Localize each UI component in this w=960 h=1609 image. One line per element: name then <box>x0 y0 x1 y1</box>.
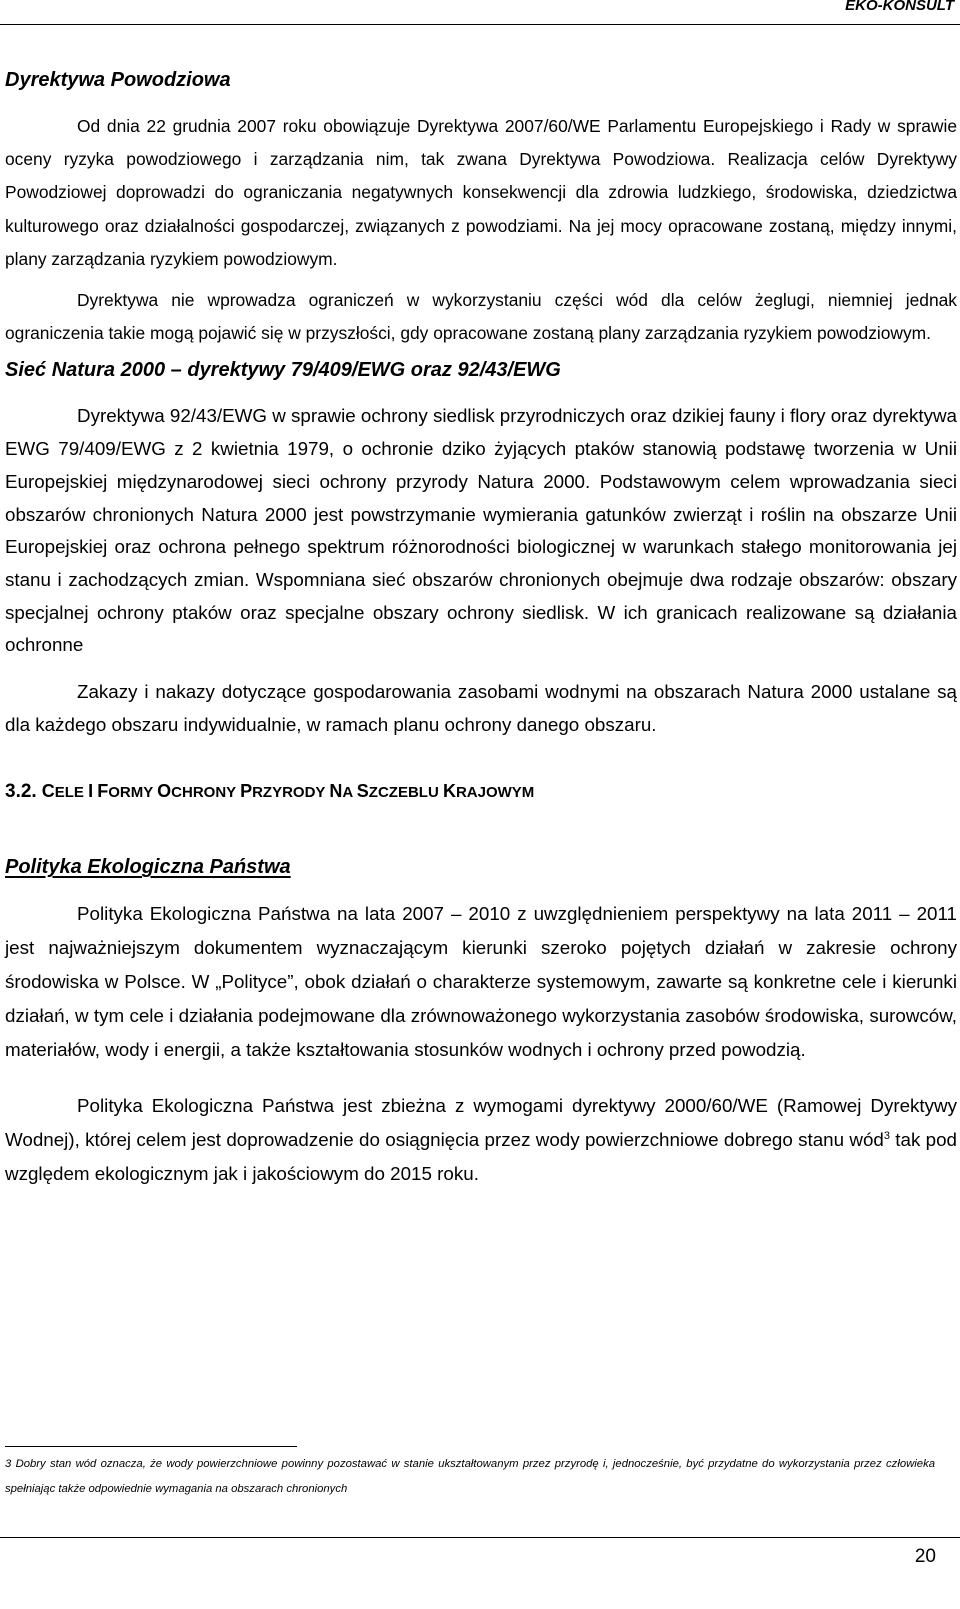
paragraph: Polityka Ekologiczna Państwa jest zbieżna z wymogami dyrektywy 2000/60/WE (Ramowej Dyrektywy Wodnej), której celem jest doprowadzenie do osiągnięcia przez wody powierzchniowe dobrego stanu wód$^3$ tak pod względem ekologicznym jak i jakościowym do 2015 roku. <box>5 1095 957 1185</box>
page-header <box>0 0 960 25</box>
footer-rule <box>0 1537 960 1538</box>
section-ecological-policy <box>5 855 957 1191</box>
footnote: 3 Dobry stan wód oznacza, że wody powierzchniowe powinny pozostawać w stanie ukształtowanym przez przyrodę i, jednocześnie, być przydatne do wykorzystania przez człowieka spełniając także odpowiednie wymagania na obszarach chronionych <box>5 1458 935 1495</box>
heading-section-3-2 <box>5 779 957 805</box>
section-number: 3.2. <box>5 781 37 803</box>
paragraph: Zakazy i nakazy dotyczące gospodarowania zasobami wodnymi na obszarach Natura 2000 ustalane są dla każdego obszaru indywidualnie, w ramach planu ochrony danego obszaru. <box>5 681 957 735</box>
section-natura-2000 <box>5 358 957 741</box>
footnote-separator <box>5 1446 297 1447</box>
paragraph: Dyrektywa 92/43/EWG w sprawie ochrony siedlisk przyrodniczych oraz dzikiej fauny i flory oraz dyrektywa EWG 79/409/EWG z 2 kwietnia 1979, o ochronie dziko żyjących ptaków stanowią podstawę tworzenia w Unii Europejskiej międzynarodowej sieci ochrony przyrody Natura 2000. Podstawowym celem wprowadzania sieci obszarów chronionych Natura 2000 jest powstrzymanie wymierania gatunków zwierząt i roślin na obszarze Unii Europejskiej oraz ochrona pełnego spektrum różnorodności biologicznej w warunkach stałego monitorowania jej stanu i zachodzących zmian. Wspomniana sieć obszarów chronionych obejmuje dwa rodzaje obszarów: obszary specjalnej ochrony ptaków oraz specjalne obszary ochrony siedlisk. W ich granicach realizowane są działania ochronne <box>5 405 957 656</box>
paragraph: Od dnia 22 grudnia 2007 roku obowiązuje Dyrektywa 2007/60/WE Parlamentu Europejskiego i Rady w sprawie oceny ryzyka powodziowego i zarządzania nim, tak zwana Dyrektywa Powodziowa. Realizacja celów Dyrektywy Powodziowej doprowadzi do ograniczania negatywnych konsekwencji dla zdrowia ludzkiego, środowiska, dziedzictwa kulturowego oraz działalności gospodarczej, związanych z powodziami. Na jej mocy opracowane zostaną, między innymi, plany zarządzania ryzykiem powodziowym. <box>5 116 957 269</box>
heading-ecological-policy: Polityka Ekologiczna Państwa <box>5 856 291 879</box>
page-content <box>5 68 957 1191</box>
page-number: 20 <box>914 1546 936 1567</box>
header-title: EKO-KONSULT <box>845 0 954 14</box>
paragraph: Dyrektywa nie wprowadza ograniczeń w wykorzystaniu części wód dla celów żeglugi, niemniej jednak ograniczenia takie mogą pojawić się w przyszłości, gdy opracowane zostaną plany zarządzania ryzykiem powodziowym. <box>5 290 957 344</box>
footnote-reference: 3 <box>883 1130 890 1143</box>
paragraph: Polityka Ekologiczna Państwa na lata 2007 – 2010 z uwzględnieniem perspektywy na lata 2011 – 2011 jest najważniejszym dokumentem wyznaczającym kierunki szeroko pojętych działań w zakresie ochrony środowiska w Polsce. W „Polityce”, obok działań o charakterze systemowym, zawarte są konkretne cele i kierunki działań, w tym cele i działania podejmowane dla zrównoważonego wykorzystania zasobów środowiska, surowców, materiałów, wody i energii, a także kształtowania stosunków wodnych i ochrony przed powodzią. <box>5 903 957 1061</box>
heading-natura-2000: Sieć Natura 2000 – dyrektywy 79/409/EWG oraz 92/43/EWG <box>5 359 561 382</box>
section-title: CELE I FORMY OCHRONY PRZYRODY NA SZCZEBLU KRAJOWYM <box>41 781 535 802</box>
section-flood-directive <box>5 68 957 350</box>
heading-flood-directive: Dyrektywa Powodziowa <box>5 69 231 91</box>
